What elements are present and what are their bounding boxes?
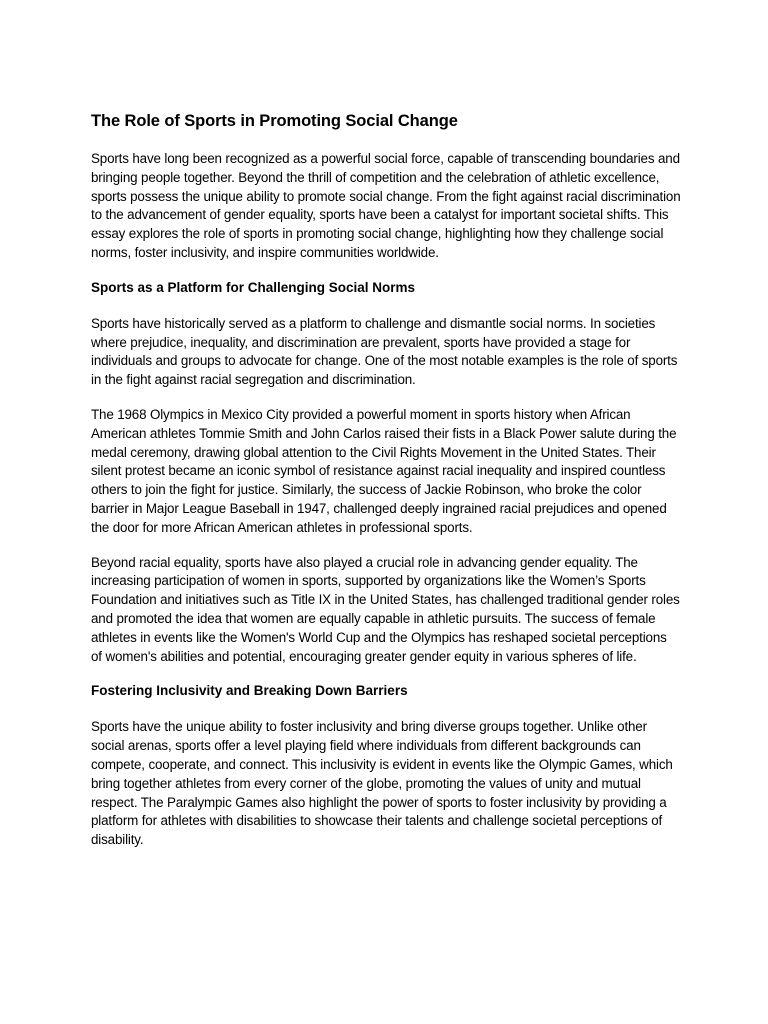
section-1-paragraph-3: Beyond racial equality, sports have also played a crucial role in advancing gender equality. The increasing participation of women in sports, supported by organizations like the Women’s Sports Foundation and initiatives such as Title IX in the United States, has challenged traditional gender roles and promoted the idea that women are equally capable in athletic pursuits. The success of female athletes in events like the Women's World Cup and the Olympics has reshaped societal perceptions of women's abilities and potential, encouraging greater gender equity in various spheres of life. [91,554,680,664]
section-2-paragraph-1: Sports have the unique ability to foster inclusivity and bring diverse groups together. Unlike other social arenas, sports offer a level playing field where individuals from different backgrounds can compete, cooperate, and connect. This inclusivity is evident in events like the Olympic Games, which bring together athletes from every corner of the globe, promoting the values of unity and mutual respect. The Paralympic Games also highlight the power of sports to foster inclusivity by providing a platform for athletes with disabilities to showcase their talents and challenge societal perceptions of disability. [91,719,673,848]
document-page [91,110,681,866]
section-1-paragraph-1: Sports have historically served as a platform to challenge and dismantle social norms. In societies where prejudice, inequality, and discrimination are prevalent, sports have provided a stage for individuals and groups to advocate for change. One of the most notable examples is the role of sports in the fight against racial segregation and discrimination. [91,315,678,388]
document-title: The Role of Sports in Promoting Social Change [91,112,458,130]
intro-paragraph: Sports have long been recognized as a powerful social force, capable of transcending boundaries and bringing people together. Beyond the thrill of competition and the celebration of athletic excellence, sports possess the unique ability to promote social change. From the fight against racial discrimination to the advancement of gender equality, sports have been a catalyst for important societal shifts. This essay explores the role of sports in promoting social change, highlighting how they challenge social norms, foster inclusivity, and inspire communities worldwide. [91,151,681,260]
section-1-paragraph-2: The 1968 Olympics in Mexico City provided a powerful moment in sports history when African American athletes Tommie Smith and John Carlos raised their fists in a Black Power salute during the medal ceremony, drawing global attention to the Civil Rights Movement in the United States. Their silent protest became an iconic symbol of resistance against racial inequality and inspired countless others to join the fight for justice. Similarly, the success of Jackie Robinson, who broke the color barrier in Major League Baseball in 1947, challenged deeply ingrained racial prejudices and opened the door for more African American athletes in professional sports. [91,406,677,535]
section-heading-inclusivity: Fostering Inclusivity and Breaking Down Barriers [91,683,408,699]
section-heading-challenging-norms: Sports as a Platform for Challenging Social Norms [91,279,416,295]
